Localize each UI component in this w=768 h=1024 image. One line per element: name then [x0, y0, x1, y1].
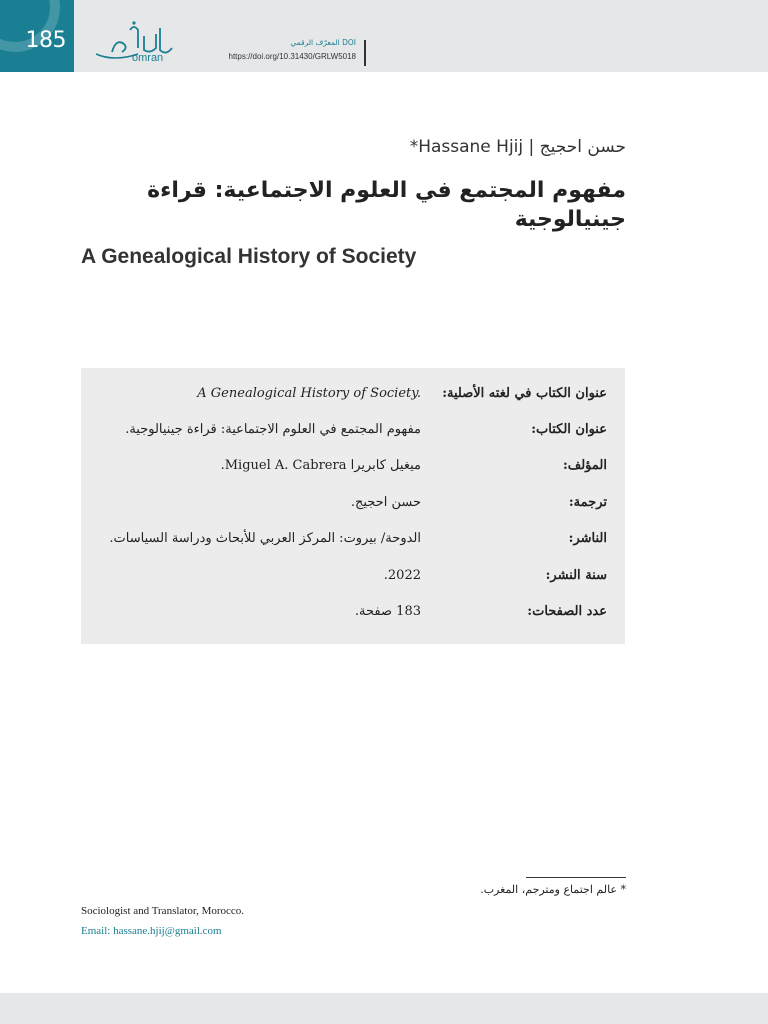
info-row-year: [81, 568, 625, 592]
page-number-box: [0, 0, 74, 72]
logo-wordmark: omran: [132, 52, 164, 64]
info-value: حسن احجيج.: [350, 495, 421, 510]
author-line: حسن احجيج | Hassane Hjij*: [409, 137, 626, 157]
info-row-title: [81, 422, 625, 446]
info-label: عدد الصفحات:: [527, 604, 607, 619]
footnote-email-link[interactable]: Email: hassane.hjij@gmail.com: [81, 925, 222, 937]
english-title: A Genealogical History of Society: [81, 245, 417, 268]
doi-link[interactable]: https://doi.org/10.31430/GRLW5018: [228, 52, 356, 61]
doi-divider: [364, 40, 366, 66]
info-label: عنوان الكتاب في لغته الأصلية:: [442, 386, 607, 401]
info-row-original-title: [81, 386, 625, 410]
info-value: 183 صفحة.: [354, 604, 421, 619]
info-label: ترجمة:: [568, 495, 607, 510]
footnote-arabic: * عالم اجتماع ومترجم، المغرب.: [480, 883, 626, 896]
footnote-rule: [526, 877, 626, 878]
doi-label: المعرّف الرقمي DOI: [290, 38, 356, 47]
info-label: سنة النشر:: [545, 568, 607, 583]
page-number: 185: [25, 28, 66, 53]
info-row-pages: [81, 604, 625, 628]
info-label: المؤلف:: [562, 458, 607, 473]
info-value: A Genealogical History of Society.: [197, 386, 421, 401]
doi-block: [229, 38, 357, 61]
book-info-box: [81, 368, 625, 644]
arabic-title: مفهوم المجتمع في العلوم الاجتماعية: قراءة جينيالوجية: [147, 178, 626, 232]
page-header: [0, 0, 768, 72]
info-row-publisher: [81, 531, 625, 555]
info-value: 2022.: [383, 568, 421, 583]
info-value: ميغيل كابريرا Miguel A. Cabrera.: [220, 458, 421, 473]
footnote-english: Sociologist and Translator, Morocco.: [81, 905, 245, 917]
info-value: مفهوم المجتمع في العلوم الاجتماعية: قراءة جينيالوجية.: [125, 422, 421, 437]
info-row-author: [81, 458, 625, 482]
info-value: الدوحة/ بيروت: المركز العربي للأبحاث ودراسة السياسات.: [109, 531, 421, 546]
info-label: الناشر:: [568, 531, 607, 546]
info-label: عنوان الكتاب:: [531, 422, 607, 437]
info-row-translator: [81, 495, 625, 519]
page-footer: [0, 993, 768, 1024]
